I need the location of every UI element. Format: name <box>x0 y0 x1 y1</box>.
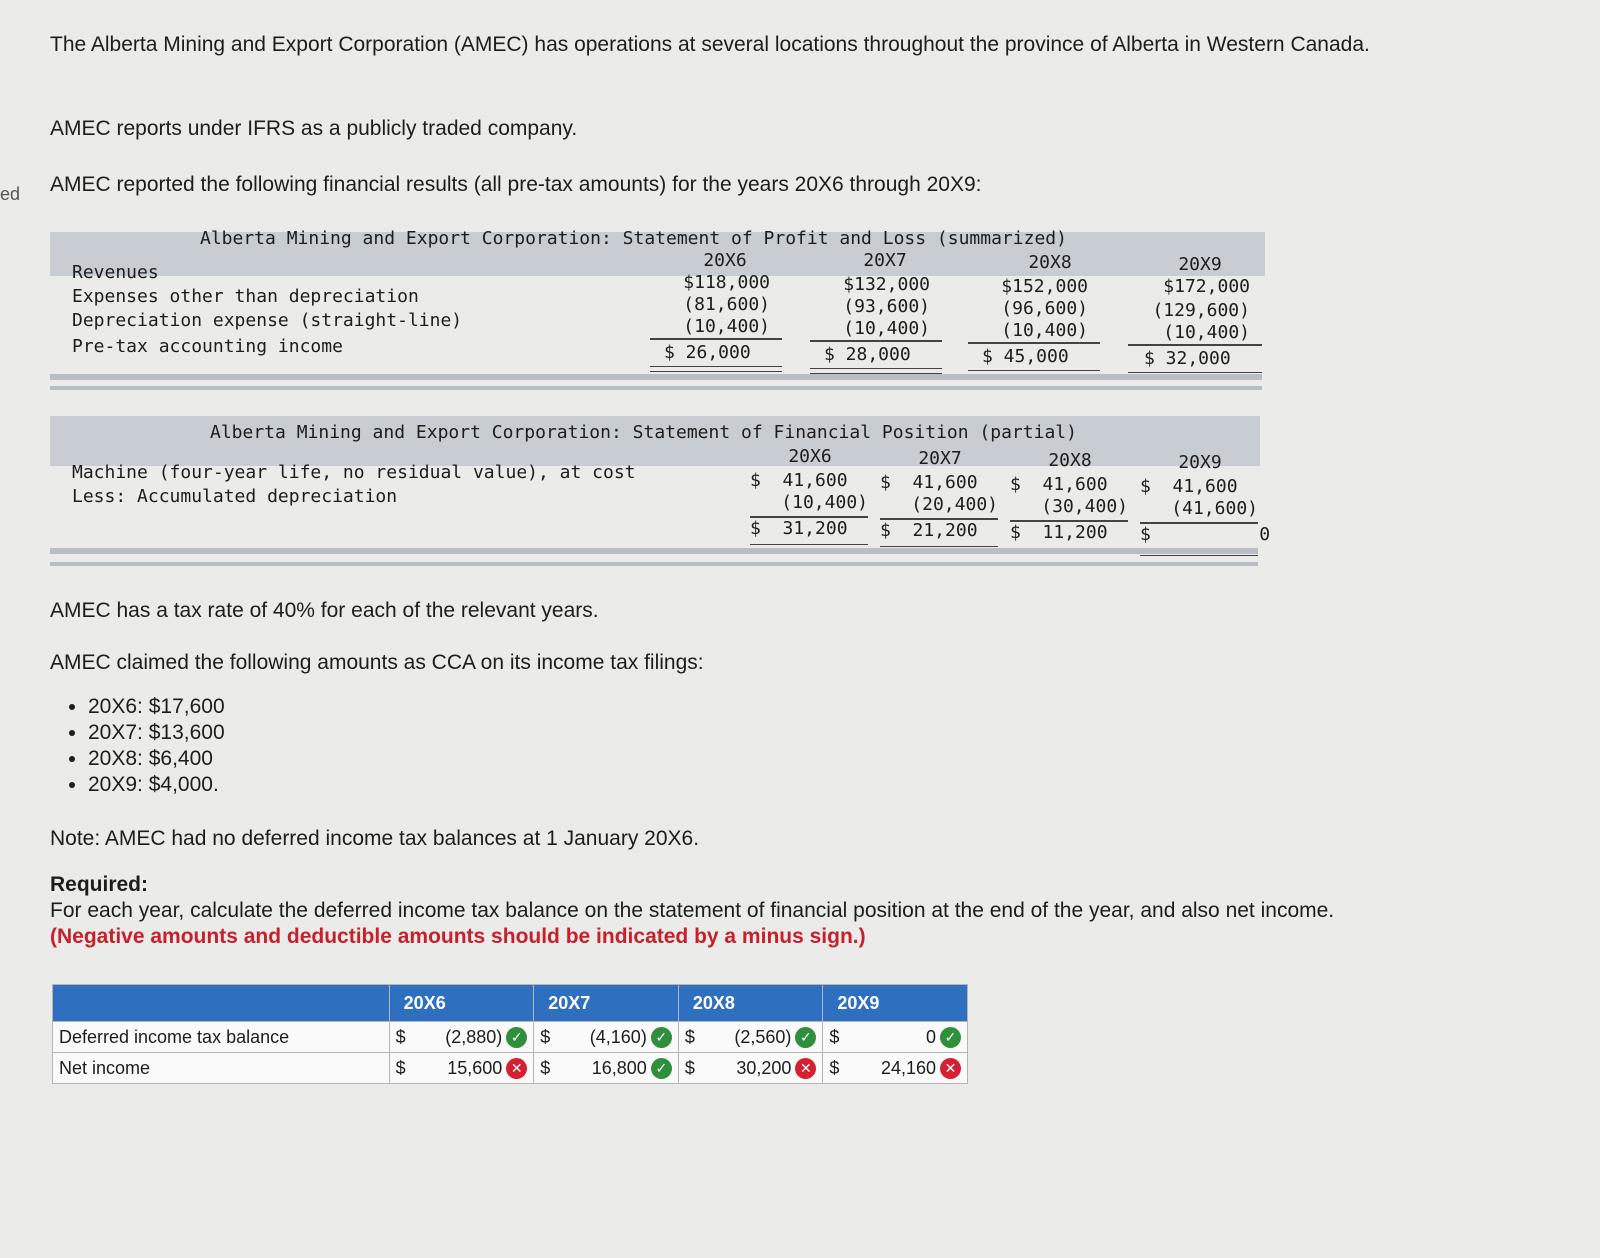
fp-value: (30,400) <box>1041 496 1128 517</box>
table-row <box>53 1022 968 1053</box>
pl-value: $ 26,000 <box>664 342 751 363</box>
pl-value: $172,000 <box>1163 276 1250 297</box>
pl-value: (10,400) <box>1163 322 1250 343</box>
pl-year: 20X8 <box>1028 252 1072 273</box>
cross-icon: ✕ <box>940 1058 961 1079</box>
pl-value: (96,600) <box>1001 298 1088 319</box>
fp-value: $ 41,600 <box>750 470 848 491</box>
net-income-20x7-input[interactable]: $ 16,800 ✓ <box>534 1053 679 1084</box>
answer-table <box>52 984 968 1084</box>
financial-position-statement <box>50 424 1290 574</box>
pl-value: $132,000 <box>843 274 930 295</box>
deferred-tax-20x9-input[interactable]: $ 0 ✓ <box>823 1022 968 1053</box>
fp-value: (10,400) <box>781 492 868 513</box>
tax-rate-text: AMEC has a tax rate of 40% for each of the relevant years. <box>50 599 599 622</box>
cross-icon: ✕ <box>795 1058 816 1079</box>
cca-intro: AMEC claimed the following amounts as CCA on its income tax filings: <box>50 651 704 674</box>
fp-row-label: Machine (four-year life, no residual value), at cost <box>72 462 636 483</box>
required-emphasis: (Negative amounts and deductible amounts should be indicated by a minus sign.) <box>50 925 866 948</box>
pl-value: $ 32,000 <box>1144 348 1231 369</box>
pl-value: (81,600) <box>683 294 770 315</box>
deferred-tax-20x7-input[interactable]: $ (4,160) ✓ <box>534 1022 679 1053</box>
side-fragment: ed <box>0 184 21 204</box>
profit-loss-statement <box>50 228 1290 398</box>
fp-value: (41,600) <box>1171 498 1258 519</box>
list-item: • 20X7: $13,600 <box>88 720 225 746</box>
pl-year: 20X9 <box>1178 254 1222 275</box>
list-item: • 20X6: $17,600 <box>88 694 225 720</box>
fp-year: 20X7 <box>918 448 962 469</box>
pl-value: (129,600) <box>1152 300 1250 321</box>
required-text: For each year, calculate the deferred income tax balance on the statement of financial position at the end of the year, and also net income. <box>50 899 1335 922</box>
fp-value: $ 21,200 <box>880 520 978 541</box>
fp-value: $ 41,600 <box>880 472 978 493</box>
pl-value: $ 45,000 <box>982 346 1069 367</box>
cca-list <box>70 694 225 798</box>
net-income-20x9-input[interactable]: $ 24,160 ✕ <box>823 1053 968 1084</box>
required-heading: Required: <box>50 873 149 896</box>
pl-value: (10,400) <box>683 316 770 337</box>
check-icon: ✓ <box>940 1027 961 1048</box>
fp-value: $ 31,200 <box>750 518 848 539</box>
answer-header-blank <box>53 985 390 1022</box>
required-section <box>50 872 1390 950</box>
check-icon: ✓ <box>651 1058 672 1079</box>
answer-year: 20X9 <box>823 985 968 1022</box>
note-text: Note: AMEC had no deferred income tax balances at 1 January 20X6. <box>50 827 700 850</box>
pl-value: (10,400) <box>843 318 930 339</box>
pl-year: 20X6 <box>703 250 747 271</box>
fp-year: 20X9 <box>1178 452 1222 473</box>
cross-icon: ✕ <box>506 1058 527 1079</box>
pl-value: $152,000 <box>1001 276 1088 297</box>
fp-value: $ 41,600 <box>1010 474 1108 495</box>
fp-year: 20X6 <box>788 446 832 467</box>
table-row <box>53 1053 968 1084</box>
fp-value: $ 0 <box>1140 524 1271 545</box>
row-label-net-income: Net income <box>53 1053 390 1084</box>
pl-year: 20X7 <box>863 250 907 271</box>
check-icon: ✓ <box>795 1027 816 1048</box>
fp-value: (20,400) <box>911 494 998 515</box>
net-income-20x8-input[interactable]: $ 30,200 ✕ <box>678 1053 823 1084</box>
pl-row-label: Expenses other than depreciation <box>72 286 419 307</box>
answer-year: 20X8 <box>678 985 823 1022</box>
deferred-tax-20x8-input[interactable]: $ (2,560) ✓ <box>678 1022 823 1053</box>
pl-value: (93,600) <box>843 296 930 317</box>
pl-value: (10,400) <box>1001 320 1088 341</box>
fp-year: 20X8 <box>1048 450 1092 471</box>
check-icon: ✓ <box>651 1027 672 1048</box>
answer-year: 20X7 <box>534 985 679 1022</box>
pl-row-label: Depreciation expense (straight-line) <box>72 310 463 331</box>
deferred-tax-20x6-input[interactable]: $ (2,880) ✓ <box>389 1022 534 1053</box>
pl-value: $118,000 <box>683 272 770 293</box>
pl-row-label: Revenues <box>72 262 159 283</box>
pl-row-label: Pre-tax accounting income <box>72 336 343 357</box>
check-icon: ✓ <box>506 1027 527 1048</box>
fp-row-label: Less: Accumulated depreciation <box>72 486 398 507</box>
row-label-deferred-tax: Deferred income tax balance <box>53 1022 390 1053</box>
pl-title: Alberta Mining and Export Corporation: Statement of Profit and Loss (summarized) <box>200 228 1067 249</box>
net-income-20x6-input[interactable]: $ 15,600 ✕ <box>389 1053 534 1084</box>
intro-paragraph-2: AMEC reports under IFRS as a publicly traded company. <box>50 117 578 140</box>
intro-paragraph-3: AMEC reported the following financial results (all pre-tax amounts) for the years 20X6 through 20X9: <box>50 173 982 196</box>
intro-paragraph-1: The Alberta Mining and Export Corporation (AMEC) has operations at several locations throughout the province of Alberta in Western Canada. <box>50 33 1370 56</box>
list-item: • 20X9: $4,000. <box>88 772 225 798</box>
list-item: • 20X8: $6,400 <box>88 746 225 772</box>
fp-value: $ 41,600 <box>1140 476 1238 497</box>
answer-year: 20X6 <box>389 985 534 1022</box>
pl-value: $ 28,000 <box>824 344 911 365</box>
fp-value: $ 11,200 <box>1010 522 1108 543</box>
fp-title: Alberta Mining and Export Corporation: Statement of Financial Position (partial) <box>210 422 1077 443</box>
